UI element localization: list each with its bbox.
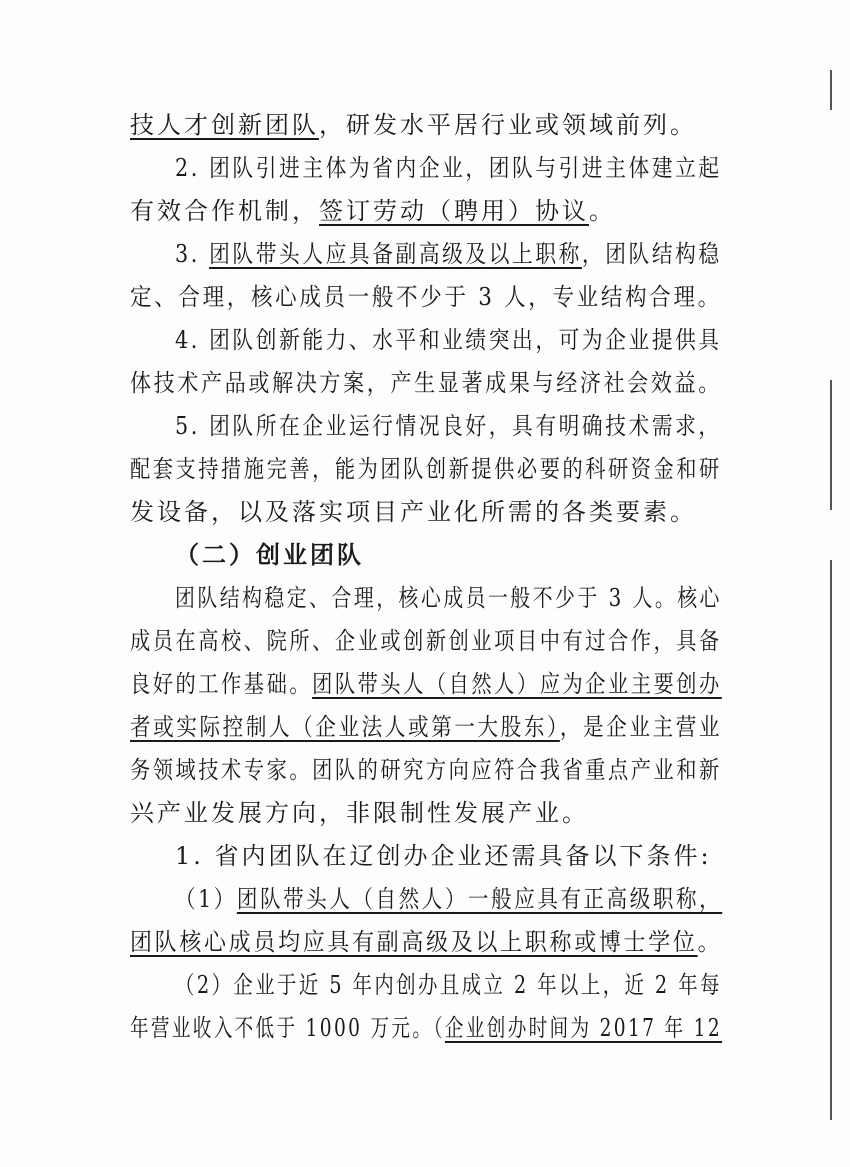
text-line xyxy=(130,196,616,226)
text-span: 2. 团队引进主体为省内企业，团队与引进主体建立起 xyxy=(175,154,722,182)
underlined-text: 签订劳动（聘用）协议 xyxy=(319,197,589,225)
text-line xyxy=(175,884,722,914)
text-span: 务领域技术专家。团队的研究方向应符合我省重点产业和新 xyxy=(130,756,722,784)
text-line xyxy=(130,497,697,527)
text-line xyxy=(130,626,722,656)
text-line xyxy=(175,153,722,183)
underlined-text: 团队带头人（自然人）应为企业主要创办 xyxy=(312,670,722,698)
scan-edge-mark xyxy=(830,70,832,110)
text-span: （1） xyxy=(175,885,237,913)
underlined-text: 技人才创新团队 xyxy=(130,111,319,139)
text-span: 兴产业发展方向，非限制性发展产业。 xyxy=(130,799,589,827)
text-line xyxy=(130,1013,722,1043)
text-line xyxy=(130,454,722,484)
underlined-text: 企业创办时间为 2017 年 12 xyxy=(444,1014,722,1042)
scan-edge-mark xyxy=(830,380,832,510)
text-span: 发设备，以及落实项目产业化所需的各类要素。 xyxy=(130,498,697,526)
text-span: 3. xyxy=(175,240,210,268)
text-span: 4. 团队创新能力、水平和业绩突出，可为企业提供具 xyxy=(175,326,722,354)
text-line xyxy=(130,712,722,742)
underlined-text: 团队核心成员均应具有副高级及以上职称或博士学位 xyxy=(130,928,698,956)
text-line xyxy=(130,669,722,699)
section-heading xyxy=(175,540,364,570)
text-line xyxy=(175,583,722,613)
text-line xyxy=(175,841,712,871)
text-line xyxy=(175,239,722,269)
scan-edge-mark xyxy=(830,560,832,1120)
text-span: 。 xyxy=(589,197,616,225)
text-line xyxy=(130,110,697,140)
text-span: 年营业收入不低于 1000 万元。（ xyxy=(130,1014,445,1042)
text-line xyxy=(175,970,722,1000)
text-span: 5. 团队所在企业运行情况良好，具有明确技术需求， xyxy=(175,412,722,440)
text-span: 体技术产品或解决方案，产生显著成果与经济社会效益。 xyxy=(130,369,722,397)
text-span: 。 xyxy=(697,928,723,956)
text-span: ，是企业主营业 xyxy=(559,713,723,741)
text-line xyxy=(175,325,722,355)
underlined-text: 者或实际控制人（企业法人或第一大股东） xyxy=(130,713,560,741)
text-span: 良好的工作基础。 xyxy=(130,670,313,698)
text-span: 1. 省内团队在辽创办企业还需具备以下条件: xyxy=(175,842,712,870)
text-span: （二）创业团队 xyxy=(175,541,364,569)
text-span: ，团队结构稳 xyxy=(581,240,722,268)
text-span: 定、合理，核心成员一般不少于 3 人，专业结构合理。 xyxy=(130,283,722,311)
text-line xyxy=(130,798,589,828)
text-line xyxy=(130,755,722,785)
text-span: 配套支持措施完善，能为团队创新提供必要的科研资金和研 xyxy=(130,455,722,483)
text-span: 团队结构稳定、合理，核心成员一般不少于 3 人。核心 xyxy=(175,584,722,612)
text-span: 有效合作机制， xyxy=(130,197,319,225)
text-line xyxy=(130,368,722,398)
text-span: （2）企业于近 5 年内创办且成立 2 年以上，近 2 年每 xyxy=(175,971,722,999)
text-line xyxy=(175,411,722,441)
text-line xyxy=(130,927,722,957)
underlined-text: 团队带头人（自然人）一般应具有正高级职称， xyxy=(236,885,723,913)
text-line xyxy=(130,282,722,312)
text-span: ，研发水平居行业或领域前列。 xyxy=(319,111,697,139)
text-span: 成员在高校、院所、企业或创新创业项目中有过合作，具备 xyxy=(130,627,722,655)
underlined-text: 团队带头人应具备副高级及以上职称 xyxy=(209,240,582,268)
